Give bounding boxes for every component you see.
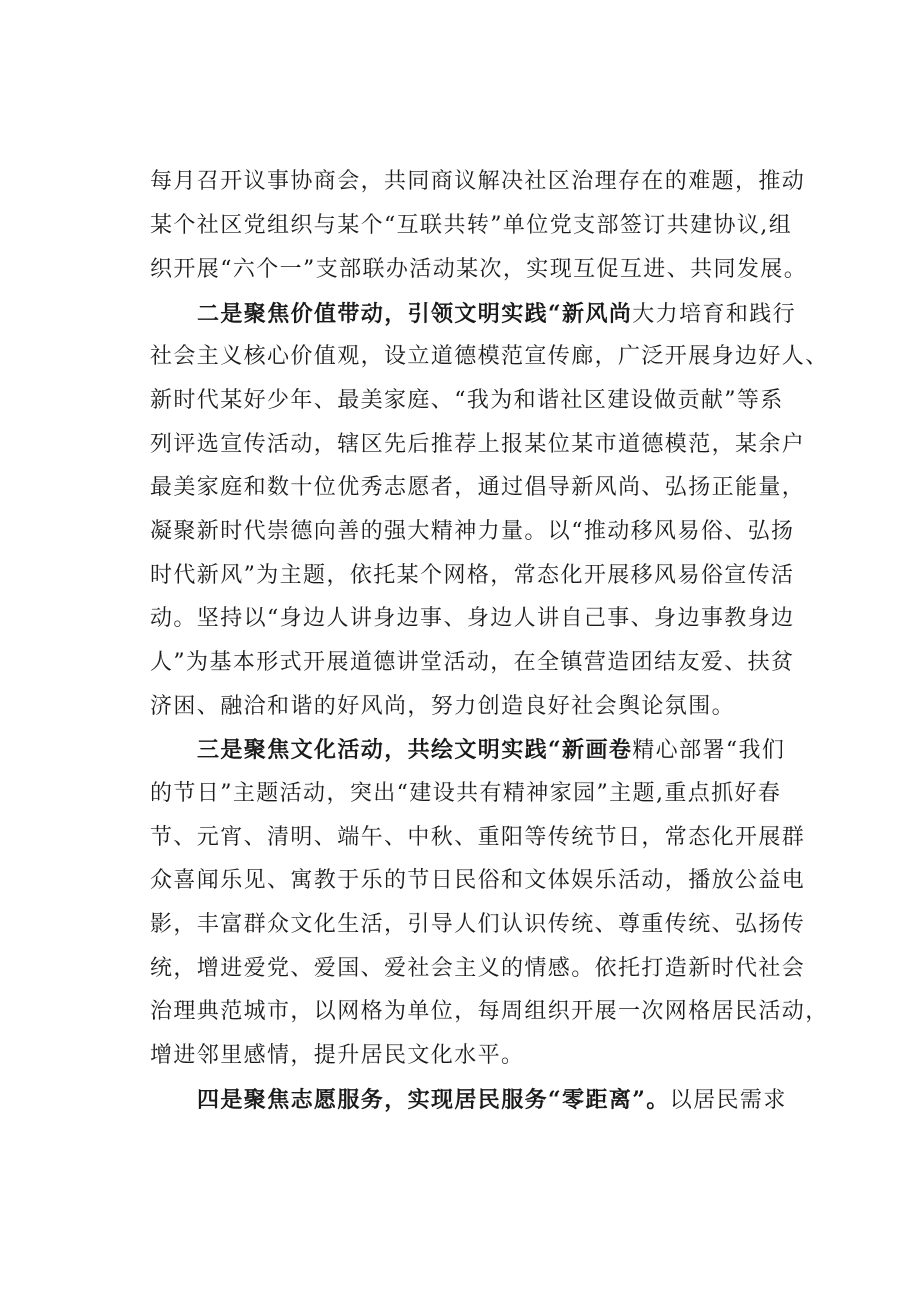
p2-line-1: 社会主义核心价值观，设立道德模范宣传廊，广泛开展身边好人、 — [150, 344, 829, 369]
p2-first-line-rest: 大力培育和践行 — [632, 302, 797, 327]
p2-line-4: 最美家庭和数十位优秀志愿者，通过倡导新风尚、弘扬正能量， — [150, 475, 806, 500]
p3-first-line — [197, 735, 785, 766]
p3-first-line-rest: 精心部署“我们 — [632, 738, 786, 763]
p2-line-3: 列评选宣传活动，辖区先后推荐上报某位某市道德模范，某余户 — [150, 432, 806, 457]
p2-line-2: 新时代某好少年、最美家庭、“我为和谐社区建设做贡献”等系 — [150, 388, 784, 413]
p3-line-2: 节、元宵、清明、端午、中秋、重阳等传统节日，常态化开展群 — [150, 825, 806, 850]
p2-line-5: 凝聚新时代崇德向善的强大精神力量。以“推动移风易俗、弘扬 — [150, 519, 795, 544]
p3-heading: 三是聚焦文化活动，共绘文明实践“新画卷 — [197, 737, 633, 763]
p1-line-3: 织开展“六个一”支部联办活动某次，实现互促互进、共同发展。 — [150, 257, 808, 282]
p3-line-4: 影，丰富群众文化生活，引导人们认识传统、尊重传统、弘扬传 — [150, 912, 806, 937]
p3-line-6: 治理典范城市，以网格为单位，每周组织开展一次网格居民活动， — [150, 999, 829, 1024]
p3-line-5: 统，增进爱党、爱国、爱社会主义的情感。依托打造新时代社会 — [150, 956, 806, 981]
p2-first-line — [197, 299, 796, 330]
p4-first-line-rest: 以居民需求 — [669, 1088, 787, 1113]
p1-line-2: 某个社区党组织与某个“互联共转”单位党支部签订共建协议,组 — [150, 213, 793, 238]
p2-heading: 二是聚焦价值带动，引领文明实践“新风尚 — [197, 301, 633, 327]
p2-line-9: 济困、融洽和谐的好风尚，努力创造良好社会舆论氛围。 — [150, 694, 736, 719]
p2-line-8: 人”为基本形式开展道德讲堂活动，在全镇营造团结友爱、扶贫 — [150, 650, 795, 675]
p2-line-7: 动。坚持以“身边人讲身边事、身边人讲自己事、身边事教身边 — [150, 606, 795, 631]
p2-line-6: 时代新风”为主题，依托某个网格，常态化开展移风易俗宣传活 — [150, 563, 795, 588]
p4-heading: 四是聚焦志愿服务，实现居民服务“零距离”。 — [197, 1087, 670, 1113]
p4-first-line — [197, 1085, 787, 1116]
p3-line-7: 增进邻里感情，提升居民文化水平。 — [150, 1043, 525, 1068]
p1-line-1: 每月召开议事协商会，共同商议解决社区治理存在的难题，推动 — [150, 169, 806, 194]
p3-line-3: 众喜闻乐见、寓教于乐的节日民俗和文体娱乐活动，播放公益电 — [150, 868, 806, 893]
p3-line-1: 的节日”主题活动，突出“建设共有精神家园”主题,重点抓好春 — [150, 781, 782, 806]
